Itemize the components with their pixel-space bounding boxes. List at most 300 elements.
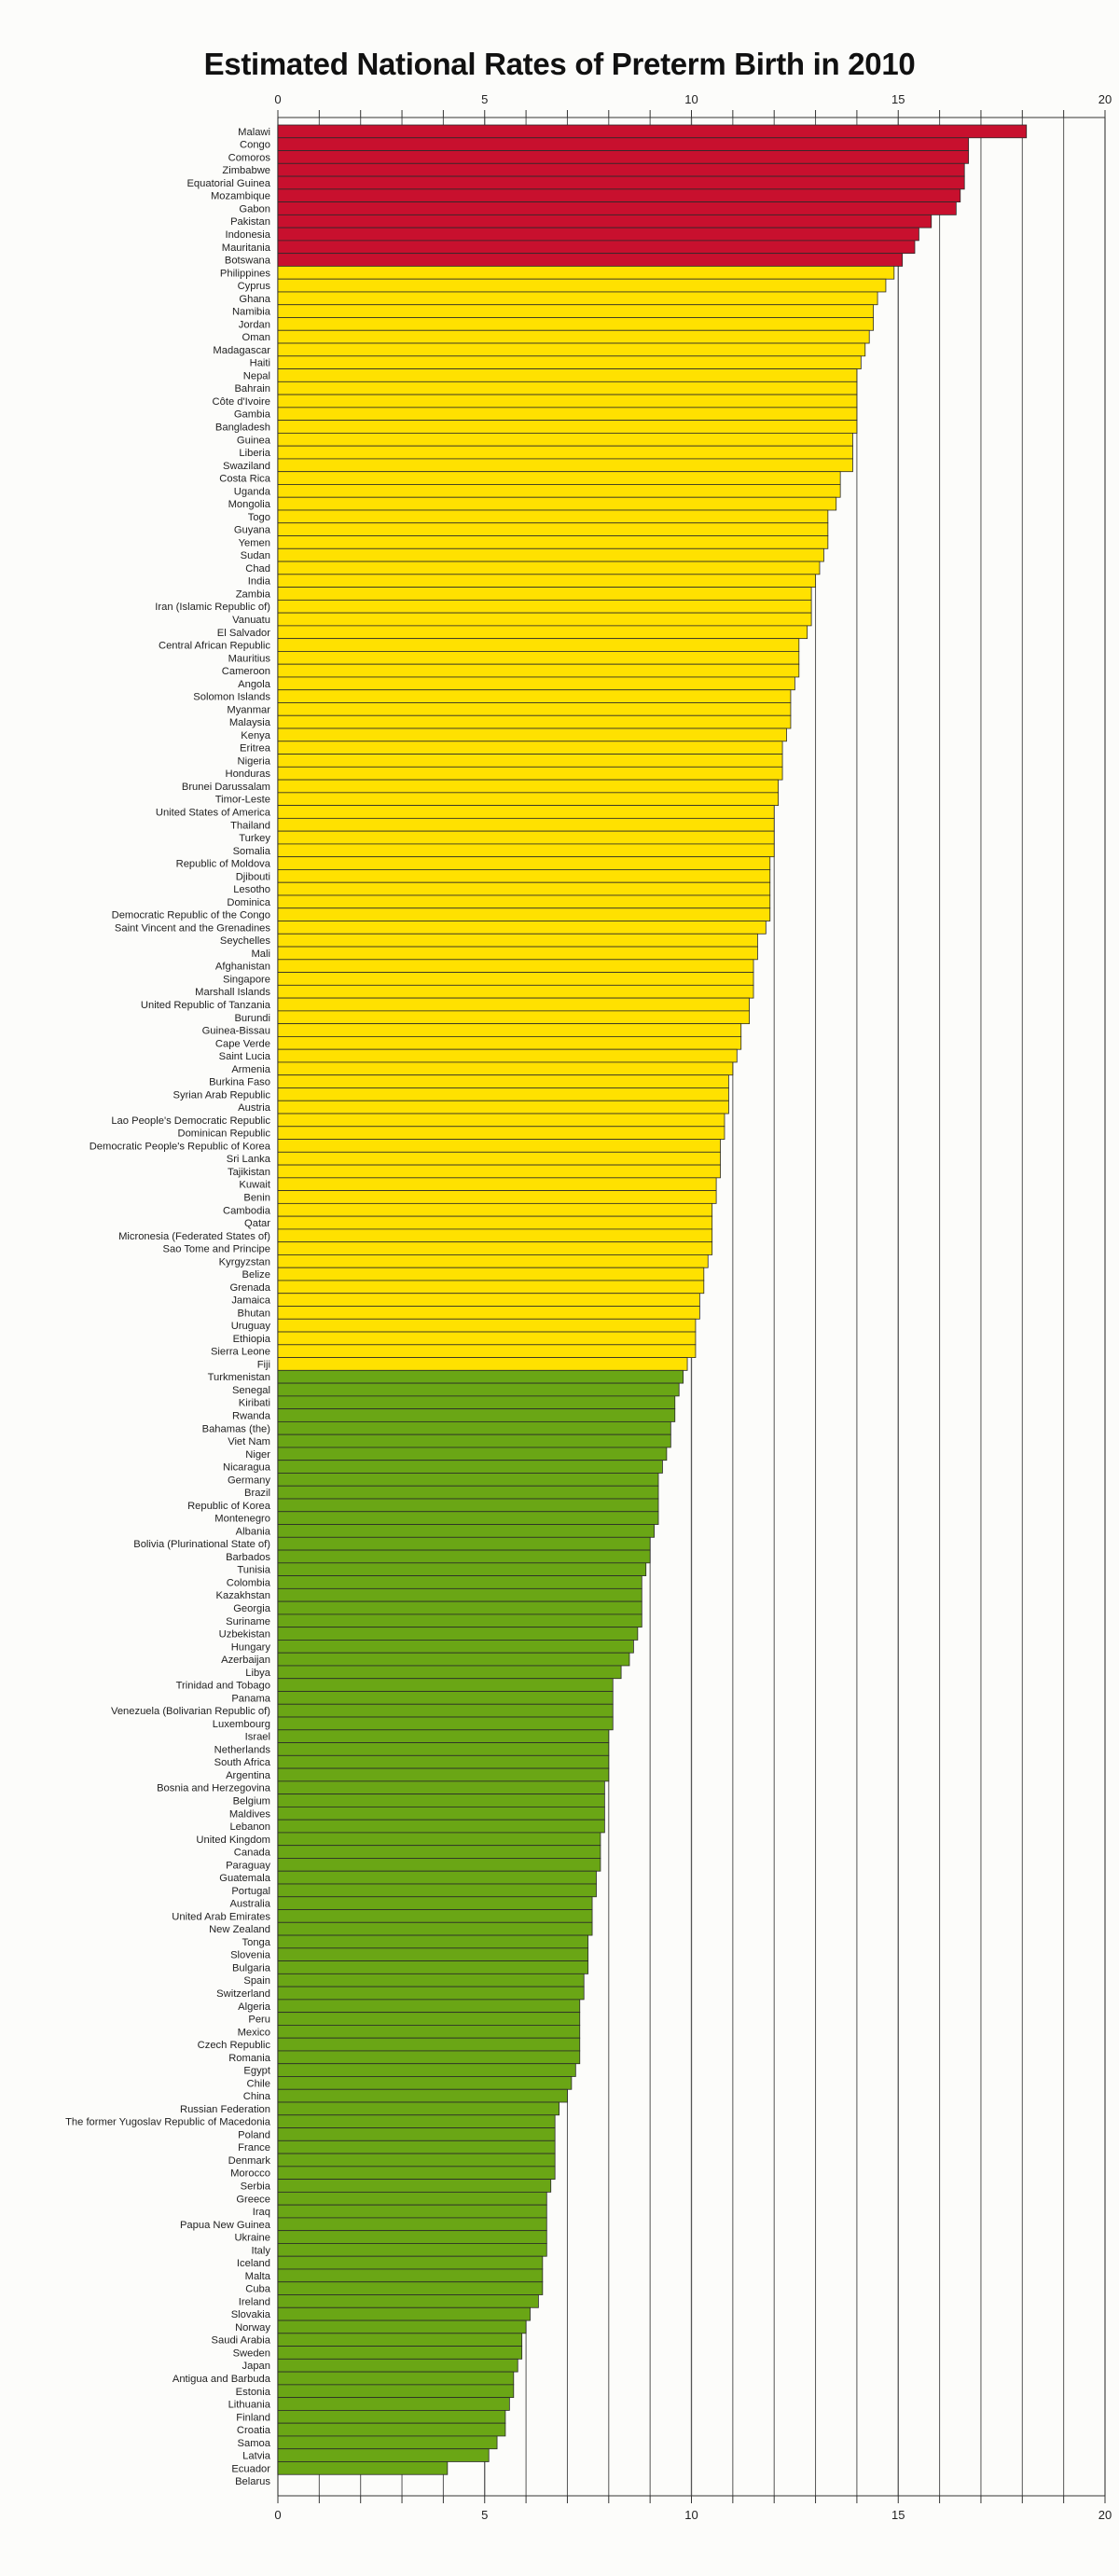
bar-el-salvador (278, 626, 808, 639)
bar-guatemala (278, 1871, 596, 1884)
bar-trinidad-and-tobago (278, 1679, 613, 1692)
bar-spain (278, 1974, 584, 1987)
bar-india (278, 575, 816, 588)
bar-burundi (278, 1011, 750, 1024)
bar-honduras (278, 767, 782, 780)
category-label-somalia: Somalia (232, 845, 270, 857)
bar-suriname (278, 1614, 642, 1627)
bar-peru (278, 2013, 580, 2026)
tick-label-bottom-15: 15 (891, 2508, 905, 2522)
category-label-tajikistan: Tajikistan (227, 1166, 270, 1178)
bar-brunei-darussalam (278, 780, 779, 793)
bar-armenia (278, 1062, 733, 1075)
category-label-italy: Italy (251, 2245, 270, 2257)
category-label-kenya: Kenya (241, 729, 270, 741)
category-label-china: China (242, 2091, 270, 2103)
category-label-nepal: Nepal (242, 370, 270, 382)
bar-bulgaria (278, 1961, 588, 1974)
bar-ireland (278, 2295, 538, 2308)
bar-zimbabwe (278, 163, 964, 176)
bar-malawi (278, 125, 1027, 138)
category-label-philippines: Philippines (219, 268, 270, 280)
category-label-bahrain: Bahrain (234, 383, 270, 395)
bar-djibouti (278, 869, 770, 882)
bar-belize (278, 1267, 704, 1281)
bar-south-africa (278, 1755, 609, 1768)
bar-kiribati (278, 1396, 675, 1409)
category-label-poland: Poland (238, 2129, 270, 2141)
category-label-mongolia: Mongolia (228, 499, 270, 511)
category-label-chile: Chile (246, 2078, 270, 2090)
bar-malta (278, 2269, 543, 2282)
category-label-guinea: Guinea (236, 435, 270, 447)
bar-cameroon (278, 664, 799, 677)
bar-bangladesh (278, 421, 857, 434)
category-label-trinidad-and-tobago: Trinidad and Tobago (175, 1680, 270, 1692)
bar-eritrea (278, 741, 782, 755)
category-label-zambia: Zambia (235, 589, 270, 601)
category-label-montenegro: Montenegro (214, 1513, 270, 1525)
category-label-indonesia: Indonesia (225, 229, 270, 242)
bar-paraguay (278, 1858, 601, 1871)
bar-poland (278, 2128, 555, 2141)
bar-tonga (278, 1935, 588, 1948)
bar-germany (278, 1473, 658, 1486)
category-label-myanmar: Myanmar (227, 704, 270, 716)
bar-united-republic-of-tanzania (278, 998, 750, 1011)
category-label-comoros: Comoros (228, 152, 270, 164)
category-label-botswana: Botswana (224, 255, 270, 267)
bar-kyrgyzstan (278, 1254, 708, 1267)
category-label-croatia: Croatia (236, 2425, 270, 2437)
bar-italy (278, 2243, 546, 2256)
category-label-slovenia: Slovenia (230, 1949, 270, 1961)
bar-nepal (278, 369, 857, 382)
bar-finland (278, 2410, 505, 2423)
category-label-sierra-leone: Sierra Leone (210, 1346, 270, 1358)
bar-switzerland (278, 1987, 584, 2000)
bar-rwanda (278, 1409, 675, 1422)
category-label-senegal: Senegal (231, 1384, 270, 1396)
category-label-yemen: Yemen (238, 537, 270, 549)
category-label-portugal: Portugal (231, 1885, 270, 1897)
category-label-honduras: Honduras (225, 769, 270, 781)
bar-maldives (278, 1807, 604, 1820)
category-label-brazil: Brazil (244, 1488, 270, 1500)
category-label-thailand: Thailand (230, 820, 270, 832)
category-label-sri-lanka: Sri Lanka (226, 1154, 270, 1166)
bar-marshall-islands (278, 985, 753, 998)
category-label-haiti: Haiti (249, 357, 270, 369)
category-label-austria: Austria (238, 1102, 270, 1115)
category-label-united-states-of-america: United States of America (155, 807, 270, 819)
bar-chile (278, 2076, 572, 2089)
category-label-madagascar: Madagascar (213, 344, 270, 356)
tick-label-bottom-10: 10 (684, 2508, 698, 2522)
bar-gabon (278, 202, 956, 215)
category-label-rwanda: Rwanda (231, 1410, 270, 1422)
bar-philippines (278, 266, 894, 279)
category-label-bolivia-plurinational-state-of: Bolivia (Plurinational State of) (133, 1539, 270, 1551)
bar-bosnia-and-herzegovina (278, 1781, 604, 1794)
bar-uzbekistan (278, 1627, 638, 1641)
category-label-bulgaria: Bulgaria (231, 1962, 270, 1974)
category-label-cambodia: Cambodia (223, 1205, 270, 1217)
bar-cyprus (278, 279, 886, 292)
category-label-suriname: Suriname (226, 1615, 270, 1627)
category-label-india: India (247, 575, 270, 588)
category-label-the-former-yugoslav-republic-of-macedonia: The former Yugoslav Republic of Macedonia (65, 2116, 270, 2128)
category-label-benin: Benin (243, 1192, 270, 1204)
category-label-ethiopia: Ethiopia (232, 1333, 270, 1345)
bar-united-states-of-america (278, 806, 774, 819)
bar-seychelles (278, 934, 757, 947)
bar-mauritania (278, 241, 915, 254)
category-label-slovakia: Slovakia (230, 2309, 270, 2321)
category-label-saint-vincent-and-the-grenadines: Saint Vincent and the Grenadines (114, 922, 270, 935)
category-label-zimbabwe: Zimbabwe (222, 165, 270, 177)
category-label-namibia: Namibia (231, 306, 270, 318)
bar-pakistan (278, 215, 932, 228)
bar-lesotho (278, 882, 770, 895)
tick-label-top-5: 5 (481, 92, 489, 106)
category-label-georgia: Georgia (233, 1603, 270, 1615)
bar-zambia (278, 588, 811, 601)
category-label-netherlands: Netherlands (214, 1744, 270, 1756)
bar-estonia (278, 2385, 514, 2398)
bar-solomon-islands (278, 690, 791, 703)
bar-serbia (278, 2180, 551, 2193)
bar-nigeria (278, 755, 782, 768)
bar-gambia (278, 408, 857, 421)
category-label-sweden: Sweden (232, 2347, 270, 2360)
category-label-albania: Albania (235, 1526, 270, 1538)
category-label-malta: Malta (244, 2270, 270, 2282)
category-label-bahamas-the: Bahamas (the) (201, 1423, 270, 1435)
category-label-iceland: Iceland (236, 2258, 270, 2270)
bar-luxembourg (278, 1717, 613, 1730)
category-label-syrian-arab-republic: Syrian Arab Republic (173, 1089, 270, 1101)
bar-costa-rica (278, 472, 840, 485)
category-label-venezuela-bolivarian-republic-of: Venezuela (Bolivarian Republic of) (110, 1706, 270, 1718)
category-label-nigeria: Nigeria (237, 755, 270, 768)
category-label-belgium: Belgium (232, 1795, 270, 1807)
category-label-kiribati: Kiribati (238, 1397, 270, 1409)
category-label-c-te-d-ivoire: Côte d'Ivoire (212, 395, 270, 408)
category-label-eritrea: Eritrea (240, 742, 270, 755)
bar-azerbaijan (278, 1653, 629, 1666)
category-label-canada: Canada (233, 1847, 270, 1859)
bar-argentina (278, 1768, 609, 1781)
bar-tunisia (278, 1563, 646, 1576)
category-label-switzerland: Switzerland (216, 1987, 270, 2000)
bar-sweden (278, 2347, 522, 2360)
bar-tajikistan (278, 1165, 721, 1178)
bar-grenada (278, 1281, 704, 1294)
bar-timor-leste (278, 793, 779, 806)
bar-iran-islamic-republic-of (278, 600, 811, 613)
bar-sao-tome-and-principe (278, 1242, 712, 1255)
category-label-swaziland: Swaziland (223, 460, 270, 472)
country-labels (65, 127, 271, 2487)
bar-swaziland (278, 459, 852, 472)
bar-iraq (278, 2205, 546, 2218)
bar-bahrain (278, 381, 857, 395)
category-label-pakistan: Pakistan (230, 216, 270, 229)
tick-label-top-10: 10 (684, 92, 698, 106)
category-label-mozambique: Mozambique (210, 190, 270, 202)
category-label-belize: Belize (242, 1269, 270, 1281)
category-label-ukraine: Ukraine (234, 2232, 270, 2244)
category-label-dominica: Dominica (227, 896, 270, 908)
bar-canada (278, 1846, 601, 1859)
bar-antigua-and-barbuda (278, 2372, 514, 2385)
bars (278, 125, 1027, 2474)
bar-mauritius (278, 651, 799, 664)
tick-label-top-20: 20 (1098, 92, 1112, 106)
bar-cuba (278, 2282, 543, 2295)
category-label-malawi: Malawi (238, 126, 270, 138)
bar-iceland (278, 2256, 543, 2269)
bar-somalia (278, 844, 774, 857)
bar-kenya (278, 728, 787, 741)
bar-republic-of-moldova (278, 857, 770, 870)
bar-kuwait (278, 1178, 716, 1191)
category-label-bangladesh: Bangladesh (214, 422, 270, 434)
category-label-iran-islamic-republic-of: Iran (Islamic Republic of) (155, 602, 270, 614)
category-label-burundi: Burundi (234, 1012, 270, 1024)
category-label-colombia: Colombia (226, 1577, 270, 1589)
category-label-equatorial-guinea: Equatorial Guinea (186, 177, 270, 189)
category-label-mauritius: Mauritius (228, 653, 270, 665)
bar-ethiopia (278, 1332, 696, 1345)
bar-saint-lucia (278, 1049, 737, 1062)
bar-equatorial-guinea (278, 176, 964, 189)
category-label-panama: Panama (231, 1693, 270, 1705)
category-label-kazakhstan: Kazakhstan (215, 1590, 270, 1602)
category-label-oman: Oman (242, 332, 270, 344)
category-label-guyana: Guyana (233, 524, 270, 536)
bar-burkina-faso (278, 1075, 728, 1088)
bar-denmark (278, 2154, 555, 2167)
category-label-new-zealand: New Zealand (209, 1924, 270, 1936)
category-label-algeria: Algeria (238, 2001, 270, 2013)
category-label-lithuania: Lithuania (228, 2399, 270, 2411)
bar-china (278, 2089, 567, 2102)
tick-label-bottom-0: 0 (274, 2508, 282, 2522)
bar-guinea (278, 433, 852, 446)
bar-belgium (278, 1794, 604, 1807)
bar-libya (278, 1666, 621, 1679)
bar-afghanistan (278, 960, 753, 973)
category-label-guatemala: Guatemala (219, 1873, 270, 1885)
category-label-greece: Greece (236, 2194, 270, 2206)
category-label-bosnia-and-herzegovina: Bosnia and Herzegovina (157, 1782, 270, 1794)
category-label-serbia: Serbia (240, 2181, 270, 2193)
category-label-congo: Congo (240, 139, 270, 151)
bar-niger (278, 1447, 667, 1461)
bar-latvia (278, 2449, 489, 2462)
bar-russian-federation (278, 2102, 560, 2115)
bar-morocco (278, 2167, 555, 2180)
bar-jamaica (278, 1294, 699, 1307)
bar-greece (278, 2192, 546, 2205)
category-label-united-republic-of-tanzania: United Republic of Tanzania (140, 999, 270, 1011)
category-label-iraq: Iraq (252, 2207, 270, 2219)
category-label-mali: Mali (251, 948, 270, 960)
bar-samoa (278, 2436, 497, 2449)
category-label-barbados: Barbados (226, 1551, 270, 1563)
category-label-afghanistan: Afghanistan (214, 961, 270, 973)
category-label-cameroon: Cameroon (221, 666, 270, 678)
category-label-jordan: Jordan (238, 319, 270, 331)
bar-colombia (278, 1576, 642, 1589)
category-label-kyrgyzstan: Kyrgyzstan (218, 1256, 270, 1268)
category-label-armenia: Armenia (231, 1063, 270, 1075)
bar-republic-of-korea (278, 1499, 658, 1512)
bar-montenegro (278, 1512, 658, 1525)
category-label-djibouti: Djibouti (235, 871, 270, 883)
category-label-el-salvador: El Salvador (216, 627, 270, 639)
category-label-belarus: Belarus (235, 2476, 270, 2488)
category-label-gabon: Gabon (239, 203, 270, 215)
category-label-maldives: Maldives (228, 1808, 270, 1821)
category-label-fiji: Fiji (256, 1359, 270, 1371)
category-label-tunisia: Tunisia (237, 1564, 270, 1576)
category-label-timor-leste: Timor-Leste (214, 794, 270, 806)
category-label-republic-of-korea: Republic of Korea (187, 1500, 270, 1512)
bar-bolivia-plurinational-state-of (278, 1537, 650, 1550)
bar-malaysia (278, 715, 791, 728)
bar-united-kingdom (278, 1833, 601, 1846)
category-label-mexico: Mexico (237, 2027, 270, 2039)
bar-madagascar (278, 343, 865, 356)
category-label-papua-new-guinea: Papua New Guinea (179, 2219, 270, 2231)
bar-kazakhstan (278, 1588, 642, 1601)
bar-myanmar (278, 702, 791, 715)
tick-label-bottom-5: 5 (481, 2508, 489, 2522)
bar-austria (278, 1101, 728, 1114)
category-label-singapore: Singapore (222, 974, 270, 986)
bar-slovakia (278, 2307, 531, 2320)
category-label-peru: Peru (248, 2014, 270, 2026)
category-label-morocco: Morocco (230, 2167, 270, 2180)
bar-mali (278, 947, 757, 960)
category-label-nicaragua: Nicaragua (223, 1461, 270, 1474)
bar-comoros (278, 151, 969, 164)
category-label-denmark: Denmark (228, 2154, 270, 2167)
bar-chad (278, 561, 820, 575)
category-label-finland: Finland (236, 2412, 270, 2424)
category-label-saint-lucia: Saint Lucia (218, 1051, 270, 1063)
category-label-saudi-arabia: Saudi Arabia (211, 2334, 270, 2347)
category-label-cuba: Cuba (245, 2283, 270, 2295)
bar-croatia (278, 2423, 505, 2436)
category-label-togo: Togo (247, 511, 270, 523)
chart-title: Estimated National Rates of Preterm Birth in 2010 (203, 47, 916, 81)
category-label-australia: Australia (229, 1898, 270, 1910)
category-label-ecuador: Ecuador (231, 2463, 270, 2475)
bar-netherlands (278, 1743, 609, 1756)
category-label-united-arab-emirates: United Arab Emirates (172, 1911, 270, 1923)
category-label-libya: Libya (245, 1667, 270, 1679)
category-label-costa-rica: Costa Rica (219, 473, 270, 485)
tick-label-bottom-20: 20 (1098, 2508, 1112, 2522)
bar-egypt (278, 2064, 575, 2077)
category-label-solomon-islands: Solomon Islands (193, 691, 270, 703)
bar-uganda (278, 484, 840, 497)
category-label-germany: Germany (227, 1475, 270, 1487)
bar-congo (278, 138, 969, 151)
category-label-cape-verde: Cape Verde (214, 1038, 270, 1050)
bar-lao-people-s-democratic-republic (278, 1114, 725, 1127)
bar-panama (278, 1691, 613, 1704)
category-label-qatar: Qatar (244, 1218, 270, 1230)
category-label-micronesia-federated-states-of: Micronesia (Federated States of) (118, 1230, 270, 1242)
category-label-spain: Spain (243, 1975, 270, 1987)
category-label-south-africa: South Africa (214, 1757, 270, 1769)
category-label-central-african-republic: Central African Republic (158, 640, 270, 652)
category-label-turkmenistan: Turkmenistan (207, 1372, 270, 1384)
category-label-bhutan: Bhutan (237, 1308, 270, 1320)
bar-mongolia (278, 497, 836, 510)
bar-lebanon (278, 1820, 604, 1833)
category-label-russian-federation: Russian Federation (179, 2103, 270, 2115)
bar-liberia (278, 446, 852, 459)
bar-jordan (278, 317, 874, 330)
bar-new-zealand (278, 1922, 592, 1935)
bar-algeria (278, 2000, 580, 2013)
category-label-ireland: Ireland (238, 2296, 270, 2308)
bar-united-arab-emirates (278, 1910, 592, 1923)
bar-thailand (278, 818, 774, 831)
category-label-latvia: Latvia (242, 2450, 270, 2462)
category-label-angola: Angola (238, 678, 270, 690)
bar-slovenia (278, 1948, 588, 1961)
bar-lithuania (278, 2398, 509, 2411)
bar-mozambique (278, 189, 960, 202)
bar-central-african-republic (278, 639, 799, 652)
bar-cape-verde (278, 1036, 741, 1049)
category-label-democratic-republic-of-the-congo: Democratic Republic of the Congo (111, 909, 270, 921)
bar-czech-republic (278, 2038, 580, 2051)
bar-japan (278, 2359, 518, 2372)
category-label-dominican-republic: Dominican Republic (177, 1128, 270, 1140)
bar-senegal (278, 1383, 679, 1396)
bar-hungary (278, 1640, 633, 1653)
bar-nicaragua (278, 1461, 662, 1474)
category-label-lesotho: Lesotho (233, 884, 270, 896)
category-label-seychelles: Seychelles (219, 935, 270, 948)
bar-micronesia-federated-states-of (278, 1229, 712, 1242)
category-label-lao-people-s-democratic-republic: Lao People's Democratic Republic (111, 1115, 270, 1127)
category-label-gambia: Gambia (233, 409, 270, 421)
category-label-democratic-people-s-republic-of-korea: Democratic People's Republic of Korea (89, 1141, 270, 1153)
bar-ghana (278, 292, 877, 305)
category-label-hungary: Hungary (230, 1641, 270, 1654)
category-label-turkey: Turkey (239, 833, 270, 845)
bar-venezuela-bolivarian-republic-of (278, 1704, 613, 1717)
category-label-ghana: Ghana (239, 293, 270, 305)
bar-guyana (278, 523, 828, 536)
bar-cambodia (278, 1203, 712, 1216)
category-label-luxembourg: Luxembourg (212, 1718, 270, 1730)
category-label-argentina: Argentina (226, 1769, 270, 1781)
bar-mexico (278, 2025, 580, 2038)
category-label-tonga: Tonga (242, 1936, 270, 1948)
category-label-lebanon: Lebanon (229, 1821, 270, 1834)
category-label-jamaica: Jamaica (231, 1295, 270, 1307)
